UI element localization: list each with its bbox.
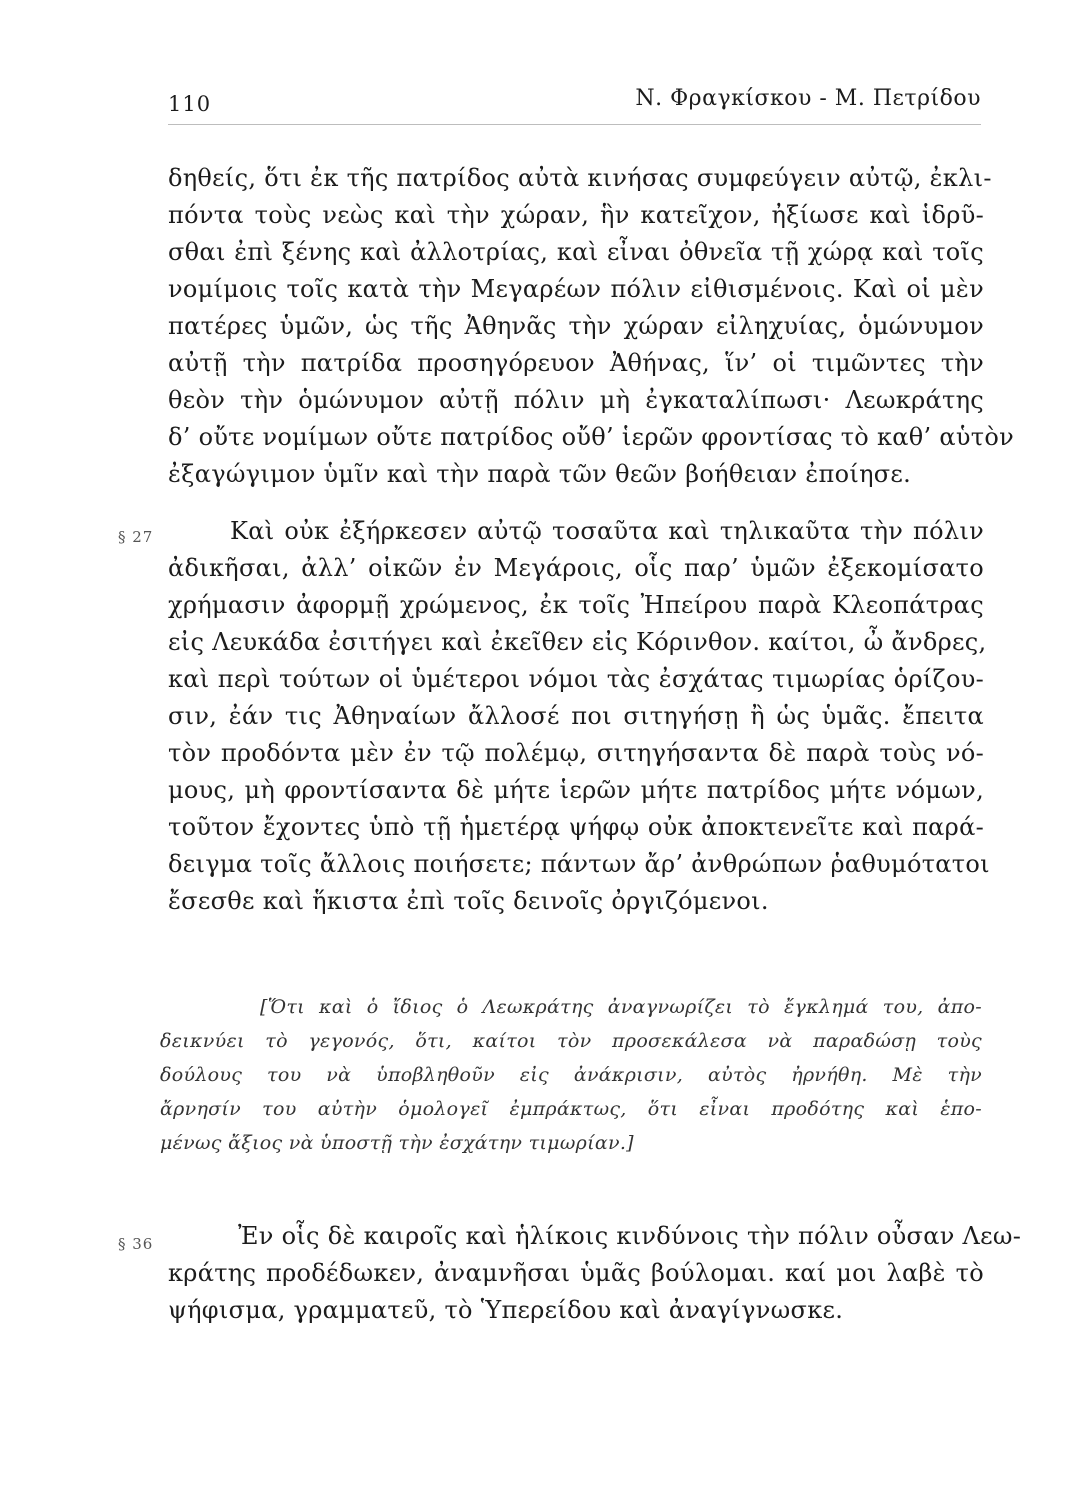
- text-line: τὸν προδόντα μὲν ἐν τῷ πολέμῳ, σιτηγήσαντα δὲ παρὰ τοὺς νό-: [168, 739, 984, 767]
- text-line: σθαι ἐπὶ ξένης καὶ ἀλλοτρίας, καὶ εἶναι ὀθνεῖα τῇ χώρᾳ καὶ τοῖς: [168, 238, 984, 266]
- text-line: Ἐν οἷς δὲ καιροῖς καὶ ἡλίκοις κινδύνοις τὴν πόλιν οὖσαν Λεω-: [238, 1222, 1022, 1250]
- text-block-1: [168, 160, 1015, 493]
- running-header: Ν. Φραγκίσκου - Μ. Πετρίδου: [635, 86, 981, 111]
- text-line: ἀδικῆσαι, ἀλλ’ οἰκῶν ἐν Μεγάροις, οἷς παρ’ ὑμῶν ἐξεκομίσατο: [168, 554, 984, 582]
- section-marker-27: § 27: [118, 528, 154, 546]
- text-line: Καὶ οὐκ ἐξήρκεσεν αὐτῷ τοσαῦτα καὶ τηλικαῦτα τὴν πόλιν: [230, 517, 984, 545]
- note-line: [Ὅτι καὶ ὁ ἴδιος ὁ Λεωκράτης ἀναγνωρίζει τὸ ἔγκλημά του, ἀπο-: [260, 996, 982, 1018]
- text-line: δ’ οὔτε νομίμων οὔτε πατρίδος οὔθ’ ἱερῶν φροντίσας τὸ καθ’ αὑτὸν: [168, 423, 1015, 451]
- text-line: αὐτῇ τὴν πατρίδα προσηγόρευον Ἀθήνας, ἵν’ οἱ τιμῶντες τὴν: [168, 349, 984, 377]
- text-line: ἐξαγώγιμον ὑμῖν καὶ τὴν παρὰ τῶν θεῶν βοήθειαν ἐποίησε.: [168, 460, 912, 488]
- text-line: κράτης προδέδωκεν, ἀναμνῆσαι ὑμᾶς βούλομαι. καί μοι λαβὲ τὸ: [168, 1259, 984, 1287]
- text-line: μους, μὴ φροντίσαντα δὲ μήτε ἱερῶν μήτε πατρίδος μήτε νόμων,: [168, 776, 984, 804]
- text-line: σιν, ἐάν τις Ἀθηναίων ἄλλοσέ ποι σιτηγήσῃ ἢ ὡς ὑμᾶς. ἔπειτα: [168, 702, 984, 730]
- text-line: πατέρες ὑμῶν, ὡς τῆς Ἀθηνᾶς τὴν χώραν εἰληχυίας, ὁμώνυμον: [168, 312, 984, 340]
- note-line: δούλους του νὰ ὑποβληθοῦν εἰς ἀνάκρισιν, αὐτὸς ἠρνήθη. Μὲ τὴν: [160, 1064, 982, 1086]
- translation-note: [160, 990, 982, 1160]
- text-line: τοῦτον ἔχοντες ὑπὸ τῇ ἡμετέρᾳ ψήφῳ οὐκ ἀποκτενεῖτε καὶ παρά-: [168, 813, 984, 841]
- text-line: ἔσεσθε καὶ ἥκιστα ἐπὶ τοῖς δεινοῖς ὀργιζόμενοι.: [168, 887, 769, 915]
- section-marker-36: § 36: [118, 1235, 154, 1253]
- page-number: 110: [168, 92, 212, 116]
- text-line: δειγμα τοῖς ἄλλοις ποιήσετε; πάντων ἄρ’ ἀνθρώπων ῥαθυμότατοι: [168, 850, 990, 878]
- text-line: θεὸν τὴν ὁμώνυμον αὐτῇ πόλιν μὴ ἐγκαταλίπωσι· Λεωκράτης: [168, 386, 984, 414]
- text-line: νομίμοις τοῖς κατὰ τὴν Μεγαρέων πόλιν εἰθισμένοις. Καὶ οἱ μὲν: [168, 275, 984, 303]
- text-block-3: [168, 1218, 1022, 1329]
- text-line: πόντα τοὺς νεὼς καὶ τὴν χώραν, ἣν κατεῖχον, ἠξίωσε καὶ ἱδρῦ-: [168, 201, 984, 229]
- note-line: δεικνύει τὸ γεγονός, ὅτι, καίτοι τὸν προσεκάλεσα νὰ παραδώσῃ τοὺς: [160, 1030, 982, 1052]
- text-line: χρήμασιν ἀφορμῇ χρώμενος, ἐκ τοῖς Ἠπείρου παρὰ Κλεοπάτρας: [168, 591, 984, 619]
- text-line: εἰς Λευκάδα ἐσιτήγει καὶ ἐκεῖθεν εἰς Κόρινθον. καίτοι, ὦ ἄνδρες,: [168, 628, 987, 656]
- text-line: ψήφισμα, γραμματεῦ, τὸ Ὑπερείδου καὶ ἀναγίγνωσκε.: [168, 1296, 844, 1324]
- note-line: ἄρνησίν του αὐτὴν ὁμολογεῖ ἐμπράκτως, ὅτι εἶναι προδότης καὶ ἑπο-: [160, 1098, 982, 1120]
- text-line: καὶ περὶ τούτων οἱ ὑμέτεροι νόμοι τὰς ἐσχάτας τιμωρίας ὁρίζου-: [168, 665, 984, 693]
- note-line: μένως ἄξιος νὰ ὑποστῇ τὴν ἐσχάτην τιμωρίαν.]: [160, 1132, 634, 1154]
- text-line: δηθείς, ὅτι ἐκ τῆς πατρίδος αὐτὰ κινήσας συμφεύγειν αὐτῷ, ἐκλι-: [168, 164, 992, 192]
- header-rule: [168, 124, 981, 125]
- text-block-2: [168, 513, 990, 920]
